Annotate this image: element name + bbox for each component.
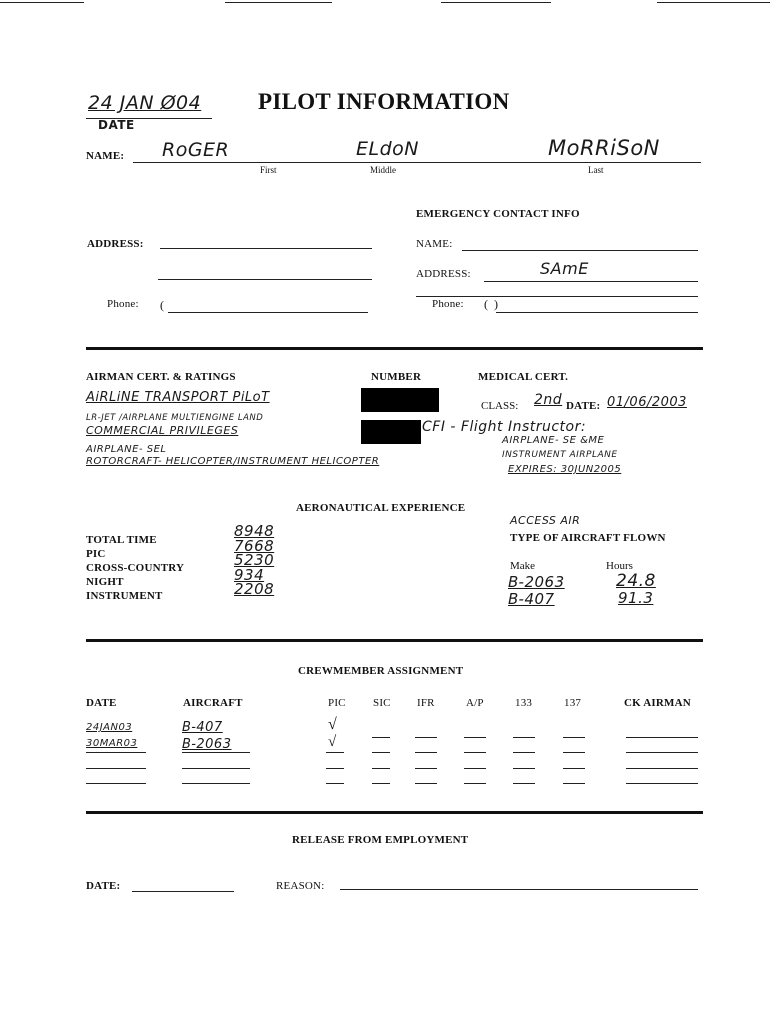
- experience-values: [234, 524, 274, 597]
- crew-col-pic: PIC: [328, 697, 346, 709]
- emergency-name-underline: [462, 250, 698, 251]
- emergency-address-label: ADDRESS:: [416, 268, 471, 280]
- scan-edge-line: [441, 2, 551, 3]
- cfi-expires: EXPIRES: 30JUN2005: [508, 464, 622, 475]
- scan-edge-line: [225, 2, 332, 3]
- cert-line-atp: AiRLiNE TRANSPORT PiLoT: [86, 390, 270, 405]
- section-divider: [86, 639, 703, 642]
- name-underline: [133, 162, 701, 163]
- middle-name-value: ELdoN: [356, 138, 419, 160]
- crew-col-ifr: IFR: [417, 697, 435, 709]
- exp-value-total: 8948: [234, 522, 275, 540]
- emergency-phone-label: Phone:: [432, 298, 464, 310]
- emergency-heading: EMERGENCY CONTACT INFO: [416, 208, 580, 220]
- medical-date-value: 01/06/2003: [607, 395, 687, 410]
- aircraft-make-2: B-407: [508, 590, 555, 608]
- page-title: PILOT INFORMATION: [258, 89, 510, 114]
- emergency-phone-underline: [496, 312, 698, 313]
- redacted-cert-number: [361, 388, 439, 412]
- middle-caption: Middle: [370, 165, 396, 175]
- exp-label-night: NIGHT: [86, 576, 124, 588]
- exp-label-pic: PIC: [86, 548, 106, 560]
- crew-col-date: DATE: [86, 697, 117, 709]
- aircraft-hours-2: 91.3: [618, 589, 654, 607]
- section-divider: [86, 811, 703, 814]
- crew-col-133: 133: [515, 697, 533, 709]
- make-label: Make: [510, 560, 536, 572]
- cert-line-lr-jet: LR-JET /AIRPLANE MULTIENGINE LAND: [86, 413, 264, 423]
- cert-line-rotorcraft: ROTORCRAFT- HELICOPTER/INSTRUMENT HELICOPTER: [86, 456, 380, 467]
- crew-row2-pic-check: √: [328, 734, 337, 750]
- exp-value-cross-country: 5230: [234, 551, 275, 569]
- name-label: NAME:: [86, 150, 125, 162]
- scan-edge-line: [657, 2, 770, 3]
- exp-label-total: TOTAL TIME: [86, 534, 157, 546]
- emergency-phone-parens: ( ): [484, 297, 498, 311]
- company-handwritten: ACCESS AIR: [510, 514, 581, 527]
- cert-line-commercial: COMMERCIAL PRIVILEGES: [86, 424, 239, 437]
- experience-heading: AERONAUTICAL EXPERIENCE: [296, 502, 466, 514]
- last-name-value: MoRRiSoN: [548, 136, 660, 160]
- emergency-address-value: SAmE: [540, 259, 589, 278]
- date-label: DATE: [98, 118, 135, 132]
- crew-row2-date: 30MAR03: [86, 738, 138, 749]
- hours-label: Hours: [606, 560, 633, 572]
- first-name-value: RoGER: [162, 139, 230, 161]
- form-date-handwritten: 24 JAN Ø04: [88, 92, 202, 114]
- exp-label-instrument: INSTRUMENT: [86, 590, 163, 602]
- certs-heading: AIRMAN CERT. & RATINGS: [86, 371, 236, 383]
- emergency-name-label: NAME:: [416, 238, 453, 250]
- crew-col-137: 137: [564, 697, 582, 709]
- first-caption: First: [260, 165, 277, 175]
- crew-row2-aircraft: B-2063: [182, 737, 232, 752]
- aircraft-heading: TYPE OF AIRCRAFT FLOWN: [510, 532, 666, 544]
- exp-value-instrument: 2208: [234, 580, 275, 598]
- medical-class-label: CLASS:: [481, 400, 519, 412]
- release-reason-label: REASON:: [276, 880, 325, 892]
- crew-col-ck-airman: CK AIRMAN: [624, 697, 691, 709]
- emergency-address-line-2: [416, 296, 698, 297]
- cfi-airplane: AIRPLANE- SE &ME: [502, 435, 605, 446]
- aircraft-hours-1: 24.8: [616, 571, 656, 591]
- redacted-cfi-number: [361, 420, 421, 444]
- release-heading: RELEASE FROM EMPLOYMENT: [292, 834, 469, 846]
- last-caption: Last: [588, 165, 604, 175]
- cert-line-airplane-sel: AIRPLANE- SEL: [86, 444, 167, 455]
- crew-col-ap: A/P: [466, 697, 484, 709]
- cfi-instrument: INSTRUMENT AIRPLANE: [502, 450, 618, 460]
- exp-label-cross-country: CROSS-COUNTRY: [86, 562, 185, 574]
- address-line-2: [158, 279, 372, 280]
- crew-col-aircraft: AIRCRAFT: [183, 697, 243, 709]
- crew-heading: CREWMEMBER ASSIGNMENT: [298, 665, 464, 677]
- scan-edge-line: [0, 2, 84, 3]
- phone-underline: [168, 312, 368, 313]
- medical-date-label: DATE:: [566, 400, 601, 412]
- phone-label: Phone:: [107, 298, 139, 310]
- release-date-underline: [132, 891, 234, 892]
- address-label: ADDRESS:: [87, 238, 144, 250]
- exp-value-pic: 7668: [234, 536, 275, 555]
- crew-row1-date: 24JAN03: [86, 722, 133, 733]
- crew-row1-pic-check: √: [328, 716, 337, 733]
- emergency-address-underline: [484, 281, 698, 282]
- release-date-label: DATE:: [86, 880, 121, 892]
- exp-value-night: 934: [234, 565, 265, 584]
- address-line-1: [160, 248, 372, 249]
- experience-labels: [86, 533, 184, 603]
- section-divider: [86, 347, 703, 350]
- number-heading: NUMBER: [371, 371, 422, 383]
- medical-class-value: 2nd: [534, 392, 563, 408]
- aircraft-make-1: B-2063: [508, 573, 565, 591]
- crew-row1-aircraft: B-407: [182, 720, 223, 735]
- crew-col-sic: SIC: [373, 697, 391, 709]
- release-reason-underline: [340, 889, 698, 890]
- phone-open-paren: (: [160, 298, 164, 312]
- medical-heading: MEDICAL CERT.: [478, 371, 569, 383]
- cfi-line: CFI - Flight Instructor:: [422, 419, 587, 435]
